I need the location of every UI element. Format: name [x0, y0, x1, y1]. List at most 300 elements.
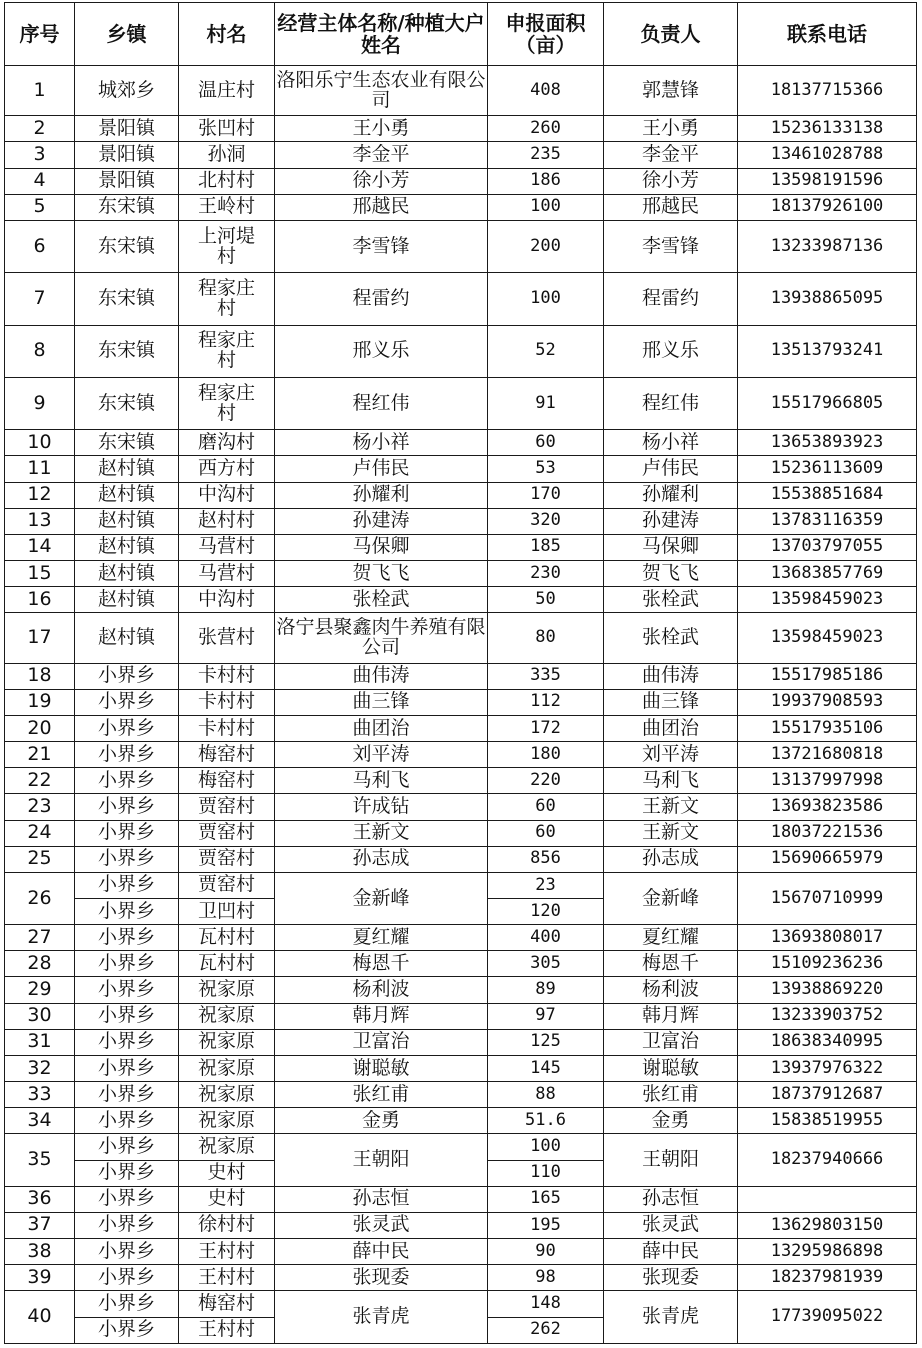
area-cell: 98 — [488, 1265, 604, 1291]
phone-cell: 13938869220 — [738, 977, 917, 1003]
phone-cell: 18037221536 — [738, 820, 917, 846]
entity-name-cell: 马保卿 — [275, 534, 488, 560]
town-cell: 东宋镇 — [75, 430, 179, 456]
person-cell: 王小勇 — [604, 116, 738, 142]
table-row — [5, 66, 917, 116]
town-cell: 赵村镇 — [75, 482, 179, 508]
area-cell: 53 — [488, 456, 604, 482]
entity-name-cell: 孙建涛 — [275, 508, 488, 534]
entity-name-cell: 杨利波 — [275, 977, 488, 1003]
row-index: 9 — [5, 377, 75, 429]
table-row — [5, 456, 917, 482]
col-header-area: 申报面积（亩） — [488, 3, 604, 66]
village-cell: 祝家原 — [179, 1082, 275, 1108]
phone-cell: 19937908593 — [738, 689, 917, 715]
entity-name-cell: 夏红耀 — [275, 925, 488, 951]
phone-cell: 13295986898 — [738, 1239, 917, 1265]
col-header-phone: 联系电话 — [738, 3, 917, 66]
town-cell: 东宋镇 — [75, 377, 179, 429]
table-row — [5, 482, 917, 508]
village-cell: 赵村村 — [179, 508, 275, 534]
phone-cell: 15517935106 — [738, 715, 917, 741]
village-cell: 张营村 — [179, 613, 275, 663]
area-cell: 120 — [488, 899, 604, 925]
town-cell: 小界乡 — [75, 1239, 179, 1265]
entity-name-cell: 邢义乐 — [275, 325, 488, 377]
phone-cell: 13233903752 — [738, 1003, 917, 1029]
phone-cell: 13693823586 — [738, 794, 917, 820]
area-cell: 186 — [488, 168, 604, 194]
table-row — [5, 168, 917, 194]
person-cell: 梅恩千 — [604, 951, 738, 977]
town-cell: 赵村镇 — [75, 456, 179, 482]
table-row — [5, 1134, 917, 1160]
phone-cell: 15517966805 — [738, 377, 917, 429]
row-index: 6 — [5, 220, 75, 272]
village-cell: 程家庄村 — [179, 273, 275, 325]
entity-name-cell: 孙耀利 — [275, 482, 488, 508]
area-cell: 110 — [488, 1160, 604, 1186]
town-cell: 赵村镇 — [75, 613, 179, 663]
person-cell: 张栓武 — [604, 613, 738, 663]
town-cell: 小界乡 — [75, 1317, 179, 1344]
phone-cell: 15236113609 — [738, 456, 917, 482]
area-cell: 100 — [488, 1134, 604, 1160]
entity-name-cell: 程雷约 — [275, 273, 488, 325]
person-cell: 金勇 — [604, 1108, 738, 1134]
phone-cell: 13137997998 — [738, 768, 917, 794]
person-cell: 曲伟涛 — [604, 663, 738, 689]
entity-name-cell: 韩月辉 — [275, 1003, 488, 1029]
area-cell: 50 — [488, 587, 604, 613]
area-cell: 60 — [488, 794, 604, 820]
row-index: 35 — [5, 1134, 75, 1186]
area-cell: 165 — [488, 1186, 604, 1212]
table-row — [5, 689, 917, 715]
person-cell: 杨小祥 — [604, 430, 738, 456]
table-row — [5, 1212, 917, 1238]
phone-cell: 13598459023 — [738, 613, 917, 663]
entity-name-cell: 张现委 — [275, 1265, 488, 1291]
table-row — [5, 846, 917, 872]
row-index: 3 — [5, 142, 75, 168]
area-cell: 320 — [488, 508, 604, 534]
village-cell: 马营村 — [179, 560, 275, 586]
table-row — [5, 1186, 917, 1212]
town-cell: 东宋镇 — [75, 194, 179, 220]
area-cell: 91 — [488, 377, 604, 429]
village-cell: 祝家原 — [179, 1108, 275, 1134]
town-cell: 赵村镇 — [75, 587, 179, 613]
town-cell: 小界乡 — [75, 977, 179, 1003]
row-index: 33 — [5, 1082, 75, 1108]
entity-name-cell: 王新文 — [275, 820, 488, 846]
town-cell: 东宋镇 — [75, 325, 179, 377]
person-cell: 程红伟 — [604, 377, 738, 429]
person-cell: 马利飞 — [604, 768, 738, 794]
row-index: 37 — [5, 1212, 75, 1238]
entity-name-cell: 刘平涛 — [275, 742, 488, 768]
phone-cell: 13703797055 — [738, 534, 917, 560]
table-row — [5, 794, 917, 820]
person-cell: 夏红耀 — [604, 925, 738, 951]
row-index: 39 — [5, 1265, 75, 1291]
person-cell: 李金平 — [604, 142, 738, 168]
person-cell: 张青虎 — [604, 1291, 738, 1344]
table-row — [5, 1082, 917, 1108]
town-cell: 东宋镇 — [75, 220, 179, 272]
village-cell: 北村村 — [179, 168, 275, 194]
table-row — [5, 587, 917, 613]
entity-name-cell: 张青虎 — [275, 1291, 488, 1344]
area-cell: 185 — [488, 534, 604, 560]
area-cell: 90 — [488, 1239, 604, 1265]
village-cell: 王岭村 — [179, 194, 275, 220]
person-cell: 王朝阳 — [604, 1134, 738, 1186]
phone-cell: 15690665979 — [738, 846, 917, 872]
entity-name-cell: 杨小祥 — [275, 430, 488, 456]
table-row — [5, 430, 917, 456]
village-cell: 王村村 — [179, 1239, 275, 1265]
entity-name-cell: 曲团治 — [275, 715, 488, 741]
person-cell: 曲三锋 — [604, 689, 738, 715]
village-cell: 上河堤村 — [179, 220, 275, 272]
area-cell: 100 — [488, 273, 604, 325]
town-cell: 景阳镇 — [75, 168, 179, 194]
area-cell: 230 — [488, 560, 604, 586]
town-cell: 小界乡 — [75, 794, 179, 820]
phone-cell: 13233987136 — [738, 220, 917, 272]
town-cell: 小界乡 — [75, 663, 179, 689]
town-cell: 赵村镇 — [75, 560, 179, 586]
town-cell: 小界乡 — [75, 1134, 179, 1160]
town-cell: 城郊乡 — [75, 66, 179, 116]
person-cell: 邢越民 — [604, 194, 738, 220]
town-cell: 小界乡 — [75, 689, 179, 715]
phone-cell: 18137926100 — [738, 194, 917, 220]
village-cell: 史村 — [179, 1186, 275, 1212]
area-cell: 51.6 — [488, 1108, 604, 1134]
table-row — [5, 820, 917, 846]
row-index: 17 — [5, 613, 75, 663]
header-row — [5, 3, 917, 66]
area-cell: 52 — [488, 325, 604, 377]
table-row — [5, 977, 917, 1003]
town-cell: 小界乡 — [75, 872, 179, 898]
col-header-village: 村名 — [179, 3, 275, 66]
village-cell: 程家庄村 — [179, 377, 275, 429]
row-index: 22 — [5, 768, 75, 794]
phone-cell: 15517985186 — [738, 663, 917, 689]
town-cell: 小界乡 — [75, 1082, 179, 1108]
row-index: 24 — [5, 820, 75, 846]
person-cell: 李雪锋 — [604, 220, 738, 272]
table-row — [5, 1291, 917, 1317]
village-cell: 卡村村 — [179, 663, 275, 689]
area-cell: 262 — [488, 1317, 604, 1344]
town-cell: 景阳镇 — [75, 116, 179, 142]
phone-cell: 13721680818 — [738, 742, 917, 768]
phone-cell: 18237981939 — [738, 1265, 917, 1291]
row-index: 19 — [5, 689, 75, 715]
row-index: 32 — [5, 1055, 75, 1081]
person-cell: 孙耀利 — [604, 482, 738, 508]
person-cell: 卢伟民 — [604, 456, 738, 482]
town-cell: 小界乡 — [75, 820, 179, 846]
row-index: 13 — [5, 508, 75, 534]
entity-name-cell: 曲三锋 — [275, 689, 488, 715]
town-cell: 东宋镇 — [75, 273, 179, 325]
entity-name-cell: 程红伟 — [275, 377, 488, 429]
town-cell: 小界乡 — [75, 925, 179, 951]
town-cell: 小界乡 — [75, 1212, 179, 1238]
row-index: 38 — [5, 1239, 75, 1265]
person-cell: 金新峰 — [604, 872, 738, 924]
area-cell: 408 — [488, 66, 604, 116]
entity-name-cell: 王朝阳 — [275, 1134, 488, 1186]
row-index: 14 — [5, 534, 75, 560]
row-index: 27 — [5, 925, 75, 951]
person-cell: 孙建涛 — [604, 508, 738, 534]
row-index: 31 — [5, 1029, 75, 1055]
village-cell: 卡村村 — [179, 715, 275, 741]
person-cell: 王新文 — [604, 820, 738, 846]
village-cell: 中沟村 — [179, 587, 275, 613]
table-row — [5, 663, 917, 689]
person-cell: 卫富治 — [604, 1029, 738, 1055]
row-index: 7 — [5, 273, 75, 325]
phone-cell: 15838519955 — [738, 1108, 917, 1134]
village-cell: 卫凹村 — [179, 899, 275, 925]
village-cell: 史村 — [179, 1160, 275, 1186]
entity-name-cell: 薛中民 — [275, 1239, 488, 1265]
person-cell: 谢聪敏 — [604, 1055, 738, 1081]
phone-cell: 15109236236 — [738, 951, 917, 977]
table-row — [5, 1003, 917, 1029]
village-cell: 贾窑村 — [179, 872, 275, 898]
phone-cell: 18737912687 — [738, 1082, 917, 1108]
row-index: 11 — [5, 456, 75, 482]
phone-cell: 17739095022 — [738, 1291, 917, 1344]
person-cell: 孙志恒 — [604, 1186, 738, 1212]
col-header-index: 序号 — [5, 3, 75, 66]
table-row — [5, 194, 917, 220]
row-index: 10 — [5, 430, 75, 456]
row-index: 40 — [5, 1291, 75, 1344]
table-row — [5, 534, 917, 560]
row-index: 4 — [5, 168, 75, 194]
town-cell: 小界乡 — [75, 951, 179, 977]
row-index: 29 — [5, 977, 75, 1003]
table-row — [5, 1239, 917, 1265]
area-cell: 335 — [488, 663, 604, 689]
phone-cell: 18638340995 — [738, 1029, 917, 1055]
entity-name-cell: 徐小芳 — [275, 168, 488, 194]
table-row — [5, 1029, 917, 1055]
table-row — [5, 220, 917, 272]
entity-name-cell: 邢越民 — [275, 194, 488, 220]
entity-name-cell: 孙志恒 — [275, 1186, 488, 1212]
village-cell: 祝家原 — [179, 1134, 275, 1160]
person-cell: 张现委 — [604, 1265, 738, 1291]
area-cell: 112 — [488, 689, 604, 715]
row-index: 18 — [5, 663, 75, 689]
entity-name-cell: 张栓武 — [275, 587, 488, 613]
town-cell: 小界乡 — [75, 768, 179, 794]
area-cell: 856 — [488, 846, 604, 872]
area-cell: 200 — [488, 220, 604, 272]
area-cell: 260 — [488, 116, 604, 142]
table-row — [5, 142, 917, 168]
entity-name-cell: 张红甫 — [275, 1082, 488, 1108]
area-cell: 400 — [488, 925, 604, 951]
phone-cell: 15670710999 — [738, 872, 917, 924]
area-cell: 100 — [488, 194, 604, 220]
row-index: 23 — [5, 794, 75, 820]
town-cell: 小界乡 — [75, 899, 179, 925]
entity-name-cell: 马利飞 — [275, 768, 488, 794]
entity-name-cell: 贺飞飞 — [275, 560, 488, 586]
area-cell: 60 — [488, 430, 604, 456]
person-cell: 徐小芳 — [604, 168, 738, 194]
village-cell: 王村村 — [179, 1265, 275, 1291]
table-row — [5, 768, 917, 794]
area-cell: 180 — [488, 742, 604, 768]
town-cell: 小界乡 — [75, 1186, 179, 1212]
area-cell: 172 — [488, 715, 604, 741]
town-cell: 小界乡 — [75, 1265, 179, 1291]
table-row — [5, 325, 917, 377]
village-cell: 瓦村村 — [179, 925, 275, 951]
phone-cell — [738, 1186, 917, 1212]
row-index: 28 — [5, 951, 75, 977]
person-cell: 王新文 — [604, 794, 738, 820]
table-row — [5, 1108, 917, 1134]
person-cell: 孙志成 — [604, 846, 738, 872]
area-cell: 170 — [488, 482, 604, 508]
entity-name-cell: 洛宁县聚鑫肉牛养殖有限公司 — [275, 613, 488, 663]
row-index: 8 — [5, 325, 75, 377]
person-cell: 程雷约 — [604, 273, 738, 325]
row-index: 36 — [5, 1186, 75, 1212]
person-cell: 张灵武 — [604, 1212, 738, 1238]
area-cell: 235 — [488, 142, 604, 168]
phone-cell: 13461028788 — [738, 142, 917, 168]
area-cell: 145 — [488, 1055, 604, 1081]
village-cell: 祝家原 — [179, 1029, 275, 1055]
entity-name-cell: 李雪锋 — [275, 220, 488, 272]
phone-cell: 13938865095 — [738, 273, 917, 325]
entity-name-cell: 许成钻 — [275, 794, 488, 820]
col-header-town: 乡镇 — [75, 3, 179, 66]
town-cell: 小界乡 — [75, 1055, 179, 1081]
village-cell: 中沟村 — [179, 482, 275, 508]
entity-name-cell: 李金平 — [275, 142, 488, 168]
town-cell: 小界乡 — [75, 1160, 179, 1186]
phone-cell: 13513793241 — [738, 325, 917, 377]
table-row — [5, 613, 917, 663]
table-row — [5, 116, 917, 142]
entity-name-cell: 谢聪敏 — [275, 1055, 488, 1081]
town-cell: 景阳镇 — [75, 142, 179, 168]
table-row — [5, 872, 917, 898]
village-cell: 梅窑村 — [179, 742, 275, 768]
area-cell: 89 — [488, 977, 604, 1003]
village-cell: 祝家原 — [179, 977, 275, 1003]
entity-name-cell: 张灵武 — [275, 1212, 488, 1238]
person-cell: 邢义乐 — [604, 325, 738, 377]
person-cell: 韩月辉 — [604, 1003, 738, 1029]
village-cell: 贾窑村 — [179, 846, 275, 872]
row-index: 20 — [5, 715, 75, 741]
table-row — [5, 951, 917, 977]
village-cell: 马营村 — [179, 534, 275, 560]
village-cell: 孙洞 — [179, 142, 275, 168]
phone-cell: 15538851684 — [738, 482, 917, 508]
phone-cell: 13598191596 — [738, 168, 917, 194]
person-cell: 刘平涛 — [604, 742, 738, 768]
area-cell: 97 — [488, 1003, 604, 1029]
village-cell: 温庄村 — [179, 66, 275, 116]
area-cell: 195 — [488, 1212, 604, 1238]
entity-name-cell: 洛阳乐宁生态农业有限公司 — [275, 66, 488, 116]
phone-cell: 15236133138 — [738, 116, 917, 142]
entity-name-cell: 金新峰 — [275, 872, 488, 924]
person-cell: 郭慧锋 — [604, 66, 738, 116]
table-row — [5, 1265, 917, 1291]
village-cell: 王村村 — [179, 1317, 275, 1344]
phone-cell: 13629803150 — [738, 1212, 917, 1238]
village-cell: 磨沟村 — [179, 430, 275, 456]
village-cell: 梅窑村 — [179, 768, 275, 794]
area-cell: 80 — [488, 613, 604, 663]
row-index: 12 — [5, 482, 75, 508]
row-index: 30 — [5, 1003, 75, 1029]
entity-name-cell: 孙志成 — [275, 846, 488, 872]
town-cell: 赵村镇 — [75, 534, 179, 560]
village-cell: 祝家原 — [179, 1055, 275, 1081]
col-header-entity-name: 经营主体名称/种植大户姓名 — [275, 3, 488, 66]
town-cell: 小界乡 — [75, 715, 179, 741]
village-cell: 西方村 — [179, 456, 275, 482]
entity-name-cell: 卫富治 — [275, 1029, 488, 1055]
row-index: 15 — [5, 560, 75, 586]
town-cell: 小界乡 — [75, 1029, 179, 1055]
area-cell: 60 — [488, 820, 604, 846]
phone-cell: 13937976322 — [738, 1055, 917, 1081]
town-cell: 赵村镇 — [75, 508, 179, 534]
phone-cell: 13693808017 — [738, 925, 917, 951]
table-row — [5, 560, 917, 586]
table-row — [5, 742, 917, 768]
table-row — [5, 715, 917, 741]
person-cell: 杨利波 — [604, 977, 738, 1003]
farmland-registry-table — [4, 2, 917, 1344]
area-cell: 88 — [488, 1082, 604, 1108]
entity-name-cell: 金勇 — [275, 1108, 488, 1134]
person-cell: 薛中民 — [604, 1239, 738, 1265]
row-index: 16 — [5, 587, 75, 613]
entity-name-cell: 王小勇 — [275, 116, 488, 142]
area-cell: 148 — [488, 1291, 604, 1317]
person-cell: 马保卿 — [604, 534, 738, 560]
village-cell: 卡村村 — [179, 689, 275, 715]
village-cell: 瓦村村 — [179, 951, 275, 977]
town-cell: 小界乡 — [75, 1108, 179, 1134]
area-cell: 220 — [488, 768, 604, 794]
town-cell: 小界乡 — [75, 1003, 179, 1029]
person-cell: 贺飞飞 — [604, 560, 738, 586]
